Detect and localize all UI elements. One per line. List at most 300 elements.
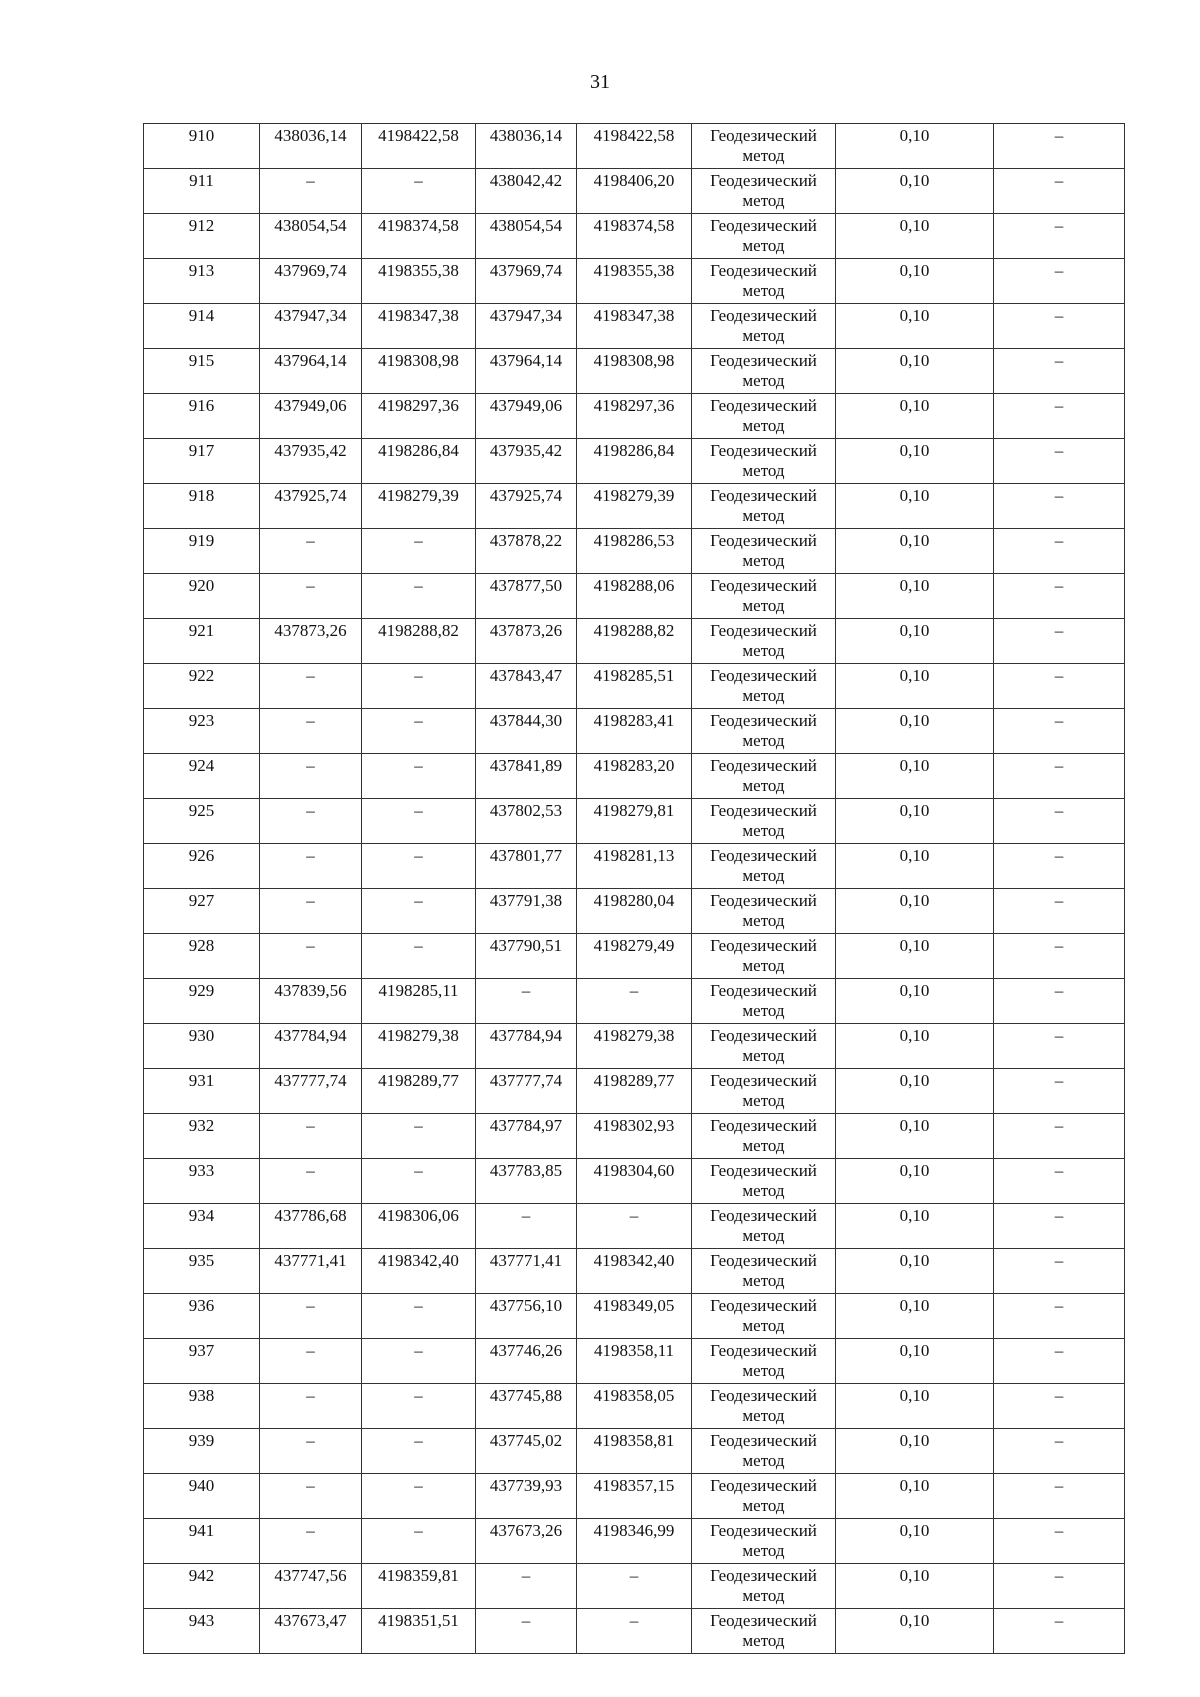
note-cell: – (994, 304, 1125, 349)
old-x-cell: 437673,47 (260, 1609, 362, 1654)
table-row (144, 169, 1125, 214)
old-y-cell: 4198279,39 (362, 484, 476, 529)
accuracy-cell: 0,10 (836, 1384, 994, 1429)
point-number-cell: 910 (144, 124, 260, 169)
new-y-cell: 4198406,20 (577, 169, 692, 214)
old-y-cell: – (362, 1294, 476, 1339)
note-cell: – (994, 124, 1125, 169)
coordinates-table-body (144, 124, 1125, 1654)
table-row (144, 664, 1125, 709)
point-number-cell: 931 (144, 1069, 260, 1114)
new-x-cell: 437969,74 (476, 259, 577, 304)
point-number-cell: 919 (144, 529, 260, 574)
point-number-cell: 930 (144, 1024, 260, 1069)
note-cell: – (994, 1069, 1125, 1114)
old-x-cell: – (260, 1429, 362, 1474)
old-x-cell: – (260, 574, 362, 619)
old-x-cell: – (260, 1114, 362, 1159)
point-number-cell: 929 (144, 979, 260, 1024)
old-y-cell: – (362, 934, 476, 979)
old-x-cell: – (260, 529, 362, 574)
point-number-cell: 924 (144, 754, 260, 799)
method-cell: Геодезический метод (692, 1609, 836, 1654)
point-number-cell: 923 (144, 709, 260, 754)
note-cell: – (994, 1249, 1125, 1294)
accuracy-cell: 0,10 (836, 1204, 994, 1249)
point-number-cell: 934 (144, 1204, 260, 1249)
new-x-cell: 437947,34 (476, 304, 577, 349)
old-x-cell: 437786,68 (260, 1204, 362, 1249)
accuracy-cell: 0,10 (836, 1114, 994, 1159)
point-number-cell: 912 (144, 214, 260, 259)
note-cell: – (994, 214, 1125, 259)
table-row (144, 484, 1125, 529)
new-x-cell: 437746,26 (476, 1339, 577, 1384)
new-y-cell: 4198279,38 (577, 1024, 692, 1069)
old-y-cell: 4198347,38 (362, 304, 476, 349)
accuracy-cell: 0,10 (836, 1564, 994, 1609)
old-x-cell: 437873,26 (260, 619, 362, 664)
accuracy-cell: 0,10 (836, 1069, 994, 1114)
point-number-cell: 942 (144, 1564, 260, 1609)
new-x-cell: 437790,51 (476, 934, 577, 979)
table-row (144, 214, 1125, 259)
accuracy-cell: 0,10 (836, 1159, 994, 1204)
point-number-cell: 937 (144, 1339, 260, 1384)
new-y-cell: 4198355,38 (577, 259, 692, 304)
method-cell: Геодезический метод (692, 1159, 836, 1204)
new-y-cell: 4198358,11 (577, 1339, 692, 1384)
note-cell: – (994, 664, 1125, 709)
new-x-cell: 437878,22 (476, 529, 577, 574)
new-y-cell: – (577, 1204, 692, 1249)
old-y-cell: 4198308,98 (362, 349, 476, 394)
new-x-cell: 437756,10 (476, 1294, 577, 1339)
method-cell: Геодезический метод (692, 304, 836, 349)
old-y-cell: – (362, 1114, 476, 1159)
method-cell: Геодезический метод (692, 934, 836, 979)
old-x-cell: – (260, 1384, 362, 1429)
old-x-cell: – (260, 1294, 362, 1339)
method-cell: Геодезический метод (692, 1069, 836, 1114)
note-cell: – (994, 799, 1125, 844)
table-row (144, 1204, 1125, 1249)
point-number-cell: 913 (144, 259, 260, 304)
note-cell: – (994, 439, 1125, 484)
point-number-cell: 926 (144, 844, 260, 889)
new-x-cell: 437784,97 (476, 1114, 577, 1159)
method-cell: Геодезический метод (692, 889, 836, 934)
point-number-cell: 915 (144, 349, 260, 394)
note-cell: – (994, 889, 1125, 934)
accuracy-cell: 0,10 (836, 574, 994, 619)
old-x-cell: – (260, 1474, 362, 1519)
old-x-cell: – (260, 1519, 362, 1564)
new-x-cell: 437745,88 (476, 1384, 577, 1429)
new-x-cell: 437771,41 (476, 1249, 577, 1294)
note-cell: – (994, 1204, 1125, 1249)
note-cell: – (994, 754, 1125, 799)
old-y-cell: 4198279,38 (362, 1024, 476, 1069)
accuracy-cell: 0,10 (836, 1474, 994, 1519)
method-cell: Геодезический метод (692, 574, 836, 619)
old-x-cell: – (260, 889, 362, 934)
table-row (144, 1069, 1125, 1114)
new-y-cell: 4198304,60 (577, 1159, 692, 1204)
method-cell: Геодезический метод (692, 259, 836, 304)
table-row (144, 799, 1125, 844)
point-number-cell: 927 (144, 889, 260, 934)
note-cell: – (994, 1564, 1125, 1609)
note-cell: – (994, 619, 1125, 664)
new-x-cell: 437964,14 (476, 349, 577, 394)
new-x-cell: 437877,50 (476, 574, 577, 619)
new-x-cell: 437935,42 (476, 439, 577, 484)
new-x-cell: – (476, 1564, 577, 1609)
new-y-cell: 4198286,53 (577, 529, 692, 574)
method-cell: Геодезический метод (692, 1249, 836, 1294)
point-number-cell: 932 (144, 1114, 260, 1159)
old-x-cell: – (260, 664, 362, 709)
old-y-cell: – (362, 1474, 476, 1519)
accuracy-cell: 0,10 (836, 889, 994, 934)
accuracy-cell: 0,10 (836, 394, 994, 439)
table-row (144, 1429, 1125, 1474)
old-x-cell: 437925,74 (260, 484, 362, 529)
old-x-cell: 438054,54 (260, 214, 362, 259)
old-x-cell: – (260, 709, 362, 754)
method-cell: Геодезический метод (692, 754, 836, 799)
old-y-cell: 4198285,11 (362, 979, 476, 1024)
old-y-cell: 4198422,58 (362, 124, 476, 169)
method-cell: Геодезический метод (692, 1339, 836, 1384)
note-cell: – (994, 1609, 1125, 1654)
table-row (144, 259, 1125, 304)
new-x-cell: 437783,85 (476, 1159, 577, 1204)
new-y-cell: 4198279,39 (577, 484, 692, 529)
accuracy-cell: 0,10 (836, 439, 994, 484)
accuracy-cell: 0,10 (836, 799, 994, 844)
table-row (144, 1564, 1125, 1609)
old-y-cell: 4198288,82 (362, 619, 476, 664)
old-x-cell: 437777,74 (260, 1069, 362, 1114)
new-y-cell: 4198422,58 (577, 124, 692, 169)
method-cell: Геодезический метод (692, 844, 836, 889)
point-number-cell: 935 (144, 1249, 260, 1294)
note-cell: – (994, 1519, 1125, 1564)
accuracy-cell: 0,10 (836, 754, 994, 799)
method-cell: Геодезический метод (692, 1024, 836, 1069)
accuracy-cell: 0,10 (836, 1609, 994, 1654)
table-row (144, 1339, 1125, 1384)
method-cell: Геодезический метод (692, 394, 836, 439)
new-x-cell: – (476, 1204, 577, 1249)
new-y-cell: 4198374,58 (577, 214, 692, 259)
new-y-cell: 4198280,04 (577, 889, 692, 934)
new-y-cell: 4198308,98 (577, 349, 692, 394)
note-cell: – (994, 574, 1125, 619)
accuracy-cell: 0,10 (836, 619, 994, 664)
old-x-cell: – (260, 844, 362, 889)
old-y-cell: – (362, 1159, 476, 1204)
old-x-cell: 437935,42 (260, 439, 362, 484)
old-y-cell: 4198286,84 (362, 439, 476, 484)
table-row (144, 709, 1125, 754)
note-cell: – (994, 349, 1125, 394)
method-cell: Геодезический метод (692, 979, 836, 1024)
accuracy-cell: 0,10 (836, 1249, 994, 1294)
table-row (144, 844, 1125, 889)
old-x-cell: 437784,94 (260, 1024, 362, 1069)
method-cell: Геодезический метод (692, 1384, 836, 1429)
accuracy-cell: 0,10 (836, 214, 994, 259)
method-cell: Геодезический метод (692, 709, 836, 754)
old-y-cell: – (362, 1519, 476, 1564)
old-x-cell: 437839,56 (260, 979, 362, 1024)
old-y-cell: – (362, 1384, 476, 1429)
accuracy-cell: 0,10 (836, 664, 994, 709)
new-x-cell: 437739,93 (476, 1474, 577, 1519)
new-y-cell: 4198283,20 (577, 754, 692, 799)
new-x-cell: 437745,02 (476, 1429, 577, 1474)
table-row (144, 934, 1125, 979)
old-x-cell: 437747,56 (260, 1564, 362, 1609)
old-y-cell: – (362, 844, 476, 889)
accuracy-cell: 0,10 (836, 979, 994, 1024)
new-y-cell: – (577, 1564, 692, 1609)
accuracy-cell: 0,10 (836, 1339, 994, 1384)
accuracy-cell: 0,10 (836, 1519, 994, 1564)
point-number-cell: 911 (144, 169, 260, 214)
note-cell: – (994, 709, 1125, 754)
new-y-cell: 4198279,81 (577, 799, 692, 844)
new-x-cell: 438054,54 (476, 214, 577, 259)
new-y-cell: 4198346,99 (577, 1519, 692, 1564)
new-y-cell: 4198347,38 (577, 304, 692, 349)
new-x-cell: 437802,53 (476, 799, 577, 844)
note-cell: – (994, 529, 1125, 574)
new-x-cell: – (476, 1609, 577, 1654)
accuracy-cell: 0,10 (836, 709, 994, 754)
old-y-cell: – (362, 799, 476, 844)
new-x-cell: 437925,74 (476, 484, 577, 529)
accuracy-cell: 0,10 (836, 1024, 994, 1069)
point-number-cell: 914 (144, 304, 260, 349)
method-cell: Геодезический метод (692, 1564, 836, 1609)
note-cell: – (994, 1429, 1125, 1474)
new-y-cell: 4198302,93 (577, 1114, 692, 1159)
table-row (144, 304, 1125, 349)
point-number-cell: 933 (144, 1159, 260, 1204)
table-row (144, 1474, 1125, 1519)
old-x-cell: – (260, 169, 362, 214)
old-y-cell: 4198306,06 (362, 1204, 476, 1249)
method-cell: Геодезический метод (692, 619, 836, 664)
note-cell: – (994, 934, 1125, 979)
method-cell: Геодезический метод (692, 349, 836, 394)
old-y-cell: 4198359,81 (362, 1564, 476, 1609)
method-cell: Геодезический метод (692, 484, 836, 529)
method-cell: Геодезический метод (692, 1114, 836, 1159)
accuracy-cell: 0,10 (836, 304, 994, 349)
point-number-cell: 918 (144, 484, 260, 529)
old-x-cell: – (260, 934, 362, 979)
old-y-cell: 4198355,38 (362, 259, 476, 304)
new-x-cell: 437843,47 (476, 664, 577, 709)
note-cell: – (994, 1339, 1125, 1384)
point-number-cell: 941 (144, 1519, 260, 1564)
new-y-cell: 4198283,41 (577, 709, 692, 754)
accuracy-cell: 0,10 (836, 349, 994, 394)
new-y-cell: – (577, 979, 692, 1024)
table-row (144, 889, 1125, 934)
new-y-cell: 4198286,84 (577, 439, 692, 484)
new-y-cell: 4198349,05 (577, 1294, 692, 1339)
accuracy-cell: 0,10 (836, 259, 994, 304)
new-x-cell: 437801,77 (476, 844, 577, 889)
table-row (144, 529, 1125, 574)
point-number-cell: 916 (144, 394, 260, 439)
accuracy-cell: 0,10 (836, 844, 994, 889)
old-y-cell: 4198289,77 (362, 1069, 476, 1114)
method-cell: Геодезический метод (692, 1519, 836, 1564)
method-cell: Геодезический метод (692, 439, 836, 484)
new-x-cell: 437949,06 (476, 394, 577, 439)
note-cell: – (994, 844, 1125, 889)
point-number-cell: 939 (144, 1429, 260, 1474)
new-x-cell: 437873,26 (476, 619, 577, 664)
new-y-cell: 4198358,05 (577, 1384, 692, 1429)
old-y-cell: – (362, 1339, 476, 1384)
table-row (144, 124, 1125, 169)
old-x-cell: 437947,34 (260, 304, 362, 349)
accuracy-cell: 0,10 (836, 124, 994, 169)
old-x-cell: – (260, 1339, 362, 1384)
point-number-cell: 943 (144, 1609, 260, 1654)
point-number-cell: 938 (144, 1384, 260, 1429)
table-row (144, 1609, 1125, 1654)
new-x-cell: 437844,30 (476, 709, 577, 754)
method-cell: Геодезический метод (692, 124, 836, 169)
old-y-cell: – (362, 709, 476, 754)
point-number-cell: 921 (144, 619, 260, 664)
table-row (144, 1114, 1125, 1159)
table-row (144, 619, 1125, 664)
old-y-cell: – (362, 889, 476, 934)
point-number-cell: 925 (144, 799, 260, 844)
note-cell: – (994, 1024, 1125, 1069)
new-x-cell: 438036,14 (476, 124, 577, 169)
new-y-cell: 4198358,81 (577, 1429, 692, 1474)
old-y-cell: 4198351,51 (362, 1609, 476, 1654)
note-cell: – (994, 394, 1125, 439)
new-y-cell: 4198279,49 (577, 934, 692, 979)
old-y-cell: – (362, 1429, 476, 1474)
table-row (144, 1384, 1125, 1429)
new-y-cell: 4198357,15 (577, 1474, 692, 1519)
note-cell: – (994, 259, 1125, 304)
old-x-cell: – (260, 754, 362, 799)
note-cell: – (994, 1159, 1125, 1204)
note-cell: – (994, 1384, 1125, 1429)
table-row (144, 1519, 1125, 1564)
point-number-cell: 928 (144, 934, 260, 979)
new-x-cell: – (476, 979, 577, 1024)
method-cell: Геодезический метод (692, 529, 836, 574)
accuracy-cell: 0,10 (836, 529, 994, 574)
table-row (144, 349, 1125, 394)
new-y-cell: 4198285,51 (577, 664, 692, 709)
method-cell: Геодезический метод (692, 799, 836, 844)
new-x-cell: 437673,26 (476, 1519, 577, 1564)
method-cell: Геодезический метод (692, 1474, 836, 1519)
new-x-cell: 437777,74 (476, 1069, 577, 1114)
point-number-cell: 922 (144, 664, 260, 709)
new-y-cell: 4198288,82 (577, 619, 692, 664)
new-y-cell: 4198342,40 (577, 1249, 692, 1294)
point-number-cell: 936 (144, 1294, 260, 1339)
new-x-cell: 437841,89 (476, 754, 577, 799)
table-row (144, 394, 1125, 439)
method-cell: Геодезический метод (692, 1429, 836, 1474)
note-cell: – (994, 484, 1125, 529)
point-number-cell: 920 (144, 574, 260, 619)
table-row (144, 574, 1125, 619)
note-cell: – (994, 979, 1125, 1024)
page-number: 31 (590, 71, 610, 93)
old-x-cell: – (260, 799, 362, 844)
old-y-cell: – (362, 574, 476, 619)
old-y-cell: – (362, 664, 476, 709)
table-row (144, 754, 1125, 799)
accuracy-cell: 0,10 (836, 1429, 994, 1474)
old-y-cell: 4198297,36 (362, 394, 476, 439)
old-y-cell: 4198374,58 (362, 214, 476, 259)
point-number-cell: 917 (144, 439, 260, 484)
new-y-cell: 4198289,77 (577, 1069, 692, 1114)
table-row (144, 979, 1125, 1024)
method-cell: Геодезический метод (692, 664, 836, 709)
table-row (144, 1249, 1125, 1294)
new-y-cell: 4198281,13 (577, 844, 692, 889)
old-x-cell: – (260, 1159, 362, 1204)
accuracy-cell: 0,10 (836, 934, 994, 979)
point-number-cell: 940 (144, 1474, 260, 1519)
method-cell: Геодезический метод (692, 169, 836, 214)
old-x-cell: 437969,74 (260, 259, 362, 304)
old-x-cell: 437771,41 (260, 1249, 362, 1294)
accuracy-cell: 0,10 (836, 1294, 994, 1339)
new-y-cell: 4198288,06 (577, 574, 692, 619)
table-row (144, 1159, 1125, 1204)
old-y-cell: – (362, 529, 476, 574)
coordinates-table (143, 123, 1125, 1654)
old-x-cell: 438036,14 (260, 124, 362, 169)
note-cell: – (994, 1294, 1125, 1339)
note-cell: – (994, 1474, 1125, 1519)
table-row (144, 1024, 1125, 1069)
method-cell: Геодезический метод (692, 214, 836, 259)
accuracy-cell: 0,10 (836, 484, 994, 529)
new-x-cell: 438042,42 (476, 169, 577, 214)
method-cell: Геодезический метод (692, 1204, 836, 1249)
old-x-cell: 437949,06 (260, 394, 362, 439)
old-y-cell: 4198342,40 (362, 1249, 476, 1294)
new-y-cell: 4198297,36 (577, 394, 692, 439)
note-cell: – (994, 1114, 1125, 1159)
accuracy-cell: 0,10 (836, 169, 994, 214)
note-cell: – (994, 169, 1125, 214)
